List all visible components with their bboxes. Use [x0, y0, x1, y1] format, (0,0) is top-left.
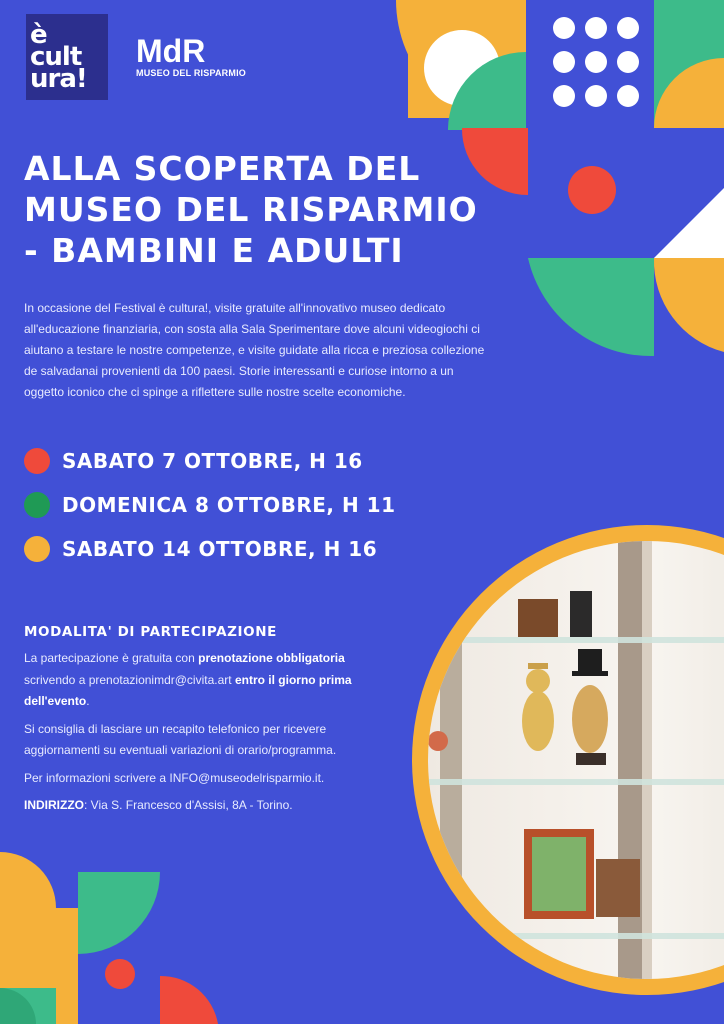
museo-del-risparmio-logo — [136, 34, 256, 94]
ecultura-logo — [26, 14, 108, 100]
page-title: ALLA SCOPERTA DEL MUSEO DEL RISPARMIO - BAMBINI E ADULTI — [24, 149, 478, 270]
date-label: SABATO 14 OTTOBRE, H 16 — [62, 537, 378, 561]
decorative-pattern-bottom-left — [0, 828, 230, 1024]
date-item — [24, 492, 396, 518]
booking-email-text: scrivendo a prenotazionimdr@civita.art — [24, 672, 235, 687]
date-item — [24, 448, 363, 474]
date-label: SABATO 7 OTTOBRE, H 16 — [62, 449, 363, 473]
ecultura-logo-line: è — [30, 20, 47, 50]
participation-details — [24, 648, 354, 823]
red-dot-icon — [24, 448, 50, 474]
booking-paragraph — [24, 648, 354, 713]
mdr-logo-mark: MdR — [136, 33, 206, 69]
intro-paragraph: In occasione del Festival è cultura!, visite gratuite all'innovativo museo dedicato all'educazione finanziaria, con sosta alla Sala Sperimentare dove alcuni videogiochi ci aiutano a testare le nostre competenze, e visite guidate alla ricca e preziosa collezione de salvadanai provenienti da 100 paesi. Storie interessanti e curiose intorno a un oggetto iconico che ci spinge a riflettere sulle nostre scelte economiche. — [24, 301, 485, 399]
booking-period: . — [86, 694, 90, 708]
address-text: : Via S. Francesco d'Assisi, 8A - Torino. — [84, 798, 293, 812]
info-email: Per informazioni scrivere a INFO@museodelrisparmio.it. — [24, 770, 325, 785]
museum-display-case-photo — [428, 541, 724, 979]
booking-text: La partecipazione è gratuita con — [24, 651, 199, 665]
phone-advice: Si consiglia di lasciare un recapito telefonico per ricevere aggiornamenti su eventuali variazioni di orario/programma. — [24, 721, 337, 757]
address-paragraph — [24, 795, 354, 817]
participation-title: MODALITA' DI PARTECIPAZIONE — [24, 624, 277, 640]
ecultura-logo-line: ura! — [30, 64, 87, 94]
date-item — [24, 536, 377, 562]
booking-deadline-text: entro il giorno prima dell'evento — [24, 672, 352, 708]
address-label: INDIRIZZO — [24, 798, 84, 812]
green-dot-icon — [24, 492, 50, 518]
date-label: DOMENICA 8 OTTOBRE, H 11 — [62, 493, 396, 517]
display-case-illustration — [428, 541, 724, 979]
mdr-logo-name: MUSEO DEL RISPARMIO — [136, 68, 246, 78]
ecultura-logo-line: cult — [30, 42, 82, 72]
yellow-dot-icon — [24, 536, 50, 562]
museum-photo-frame — [412, 525, 724, 995]
booking-required-text: prenotazione obbligatoria — [198, 651, 345, 665]
